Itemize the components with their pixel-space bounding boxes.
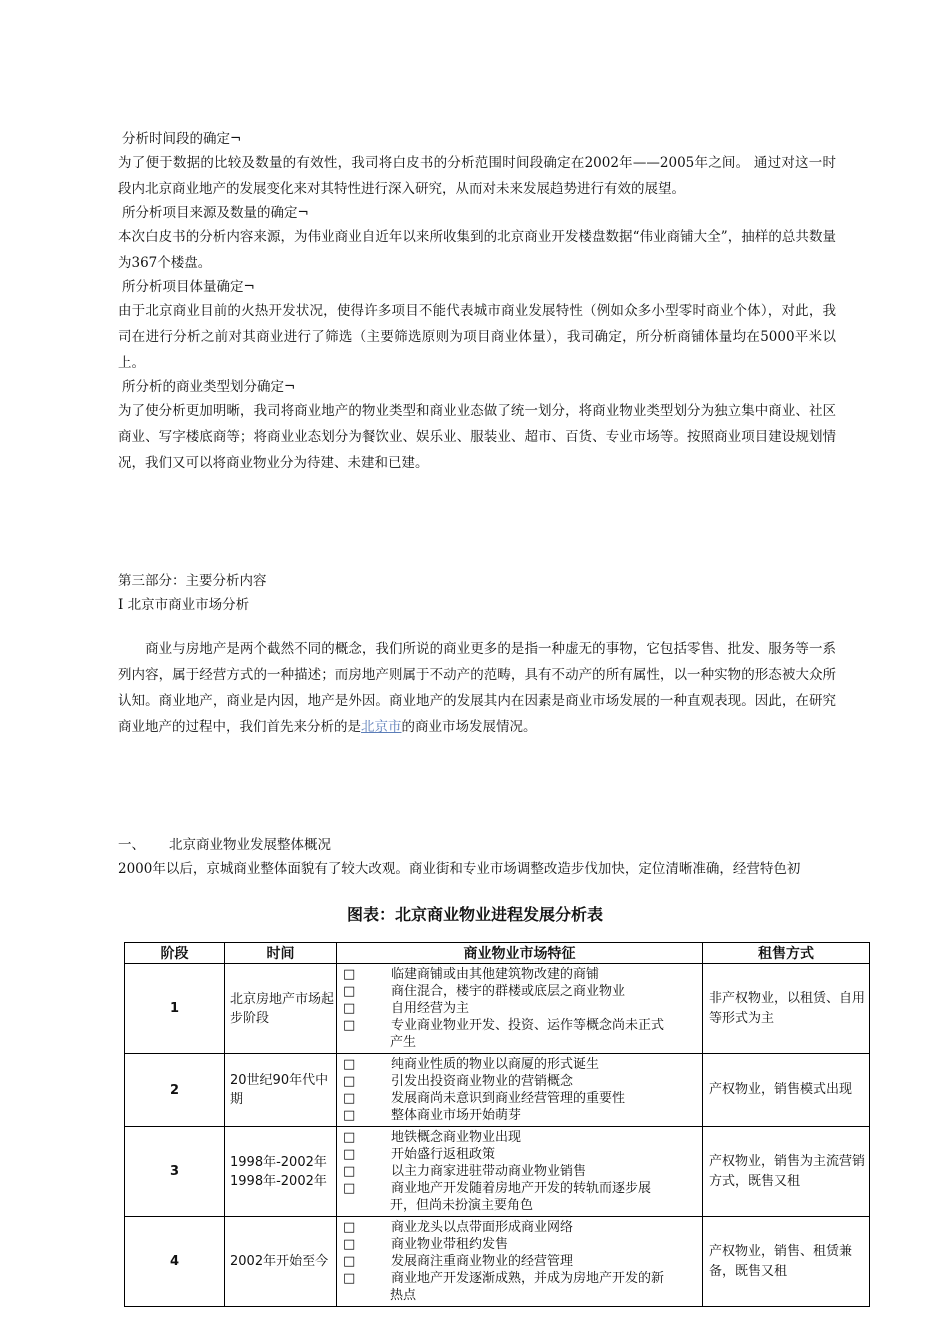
checkbox-icon: □ xyxy=(343,1147,356,1162)
checkbox-icon: □ xyxy=(343,1254,356,1269)
checkbox-icon: □ xyxy=(343,967,356,982)
feature-item: □ 纯商业性质的物业以商厦的形式诞生 xyxy=(343,1057,600,1072)
paragraph-project-volume: 由于北京商业目前的火热开发状况，使得许多项目不能代表城市商业发展特性（例如众多小型零时商业个体），对此，我司在进行分析之前对其商业进行了筛选（主要筛选原则为项目商业体量），我司确定，所分析商铺体量均在5000平米以上。 xyxy=(118,303,836,371)
time-cell: 2002年开始至今 xyxy=(225,1217,337,1307)
features-cell xyxy=(337,1054,703,1127)
part-three-title: 第三部分：主要分析内容 xyxy=(118,573,267,589)
mode-cell: 产权物业，销售、租赁兼备，既售又租 xyxy=(703,1217,870,1307)
stage-cell: 2 xyxy=(125,1054,225,1127)
heading-number: 一、 xyxy=(118,837,145,853)
stage-cell: 1 xyxy=(125,964,225,1054)
development-table xyxy=(124,942,870,1307)
table-title: 图表：北京商业物业进程发展分析表 xyxy=(346,905,603,924)
header-time: 时间 xyxy=(225,943,337,964)
intro-text: 商业与房地产是两个截然不同的概念，我们所说的商业更多的是指一种虚无的事物，它包括零售、批发、服务等一系列内容，属于经营方式的一种描述；而房地产则属于不动产的范畴，具有不动产的所有属性，以一种实物的形态被大众所认知。商业地产，商业是内因，地产是外因。商业地产的发展其内在因素是商业市场发展的一种直观表现。因此，在研究商业地产的过程中，我们首先来分析的是 xyxy=(118,641,836,735)
table-row xyxy=(125,1127,870,1217)
header-stage: 阶段 xyxy=(125,943,225,964)
overview-heading xyxy=(118,836,331,854)
paragraph-time-period: 为了便于数据的比较及数量的有效性，我司将白皮书的分析范围时间段确定在2002年——2005年之间。 通过对这一时段内北京商业地产的发展变化来对其特性进行深入研究，从而对未来发展趋势进行有效的展望。 xyxy=(118,155,836,197)
checkbox-icon: □ xyxy=(343,1108,356,1123)
checkbox-icon: □ xyxy=(343,1018,356,1033)
feature-continuation: 开，但尚未扮演主要角色 xyxy=(390,1198,534,1213)
mode-cell: 产权物业，销售模式出现 xyxy=(703,1054,870,1127)
feature-item: □ 临建商铺或由其他建筑物改建的商铺 xyxy=(343,967,600,982)
feature-continuation: 热点 xyxy=(390,1288,417,1303)
paragraph-commercial-type: 为了使分析更加明晰，我司将商业地产的物业类型和商业业态做了统一划分，将商业物业类型划分为独立集中商业、社区商业、写字楼底商等；将商业业态划分为餐饮业、娱乐业、服装业、超市、百货、专业市场等。按照商业项目建设规划情况，我们又可以将商业物业分为待建、未建和已建。 xyxy=(118,403,836,471)
table-row xyxy=(125,1054,870,1127)
feature-item: □ 开始盛行返租政策 xyxy=(343,1147,496,1162)
feature-item: □ 发展商注重商业物业的经营管理 xyxy=(343,1254,574,1269)
heading-project-volume: 所分析项目体量确定¬ xyxy=(122,279,255,295)
market-intro-paragraph xyxy=(118,636,836,740)
checkbox-icon: □ xyxy=(343,1220,356,1235)
feature-item: □ 商业物业带租约发售 xyxy=(343,1237,509,1252)
table-header-row xyxy=(125,943,870,964)
time-cell: 北京房地产市场起步阶段 xyxy=(225,964,337,1054)
intro-text-end: 的商业市场发展情况。 xyxy=(401,719,537,735)
mode-cell: 非产权物业，以租赁、自用等形式为主 xyxy=(703,964,870,1054)
stage-cell: 3 xyxy=(125,1127,225,1217)
feature-item: □ 商业龙头以点带面形成商业网络 xyxy=(343,1220,574,1235)
features-cell xyxy=(337,964,703,1054)
header-mode: 租售方式 xyxy=(703,943,870,964)
header-features: 商业物业市场特征 xyxy=(337,943,703,964)
heading-text: 北京商业物业发展整体概况 xyxy=(169,837,331,853)
time-cell: 1998年-2002年 1998年-2002年 xyxy=(225,1127,337,1217)
beijing-link[interactable]: 北京市 xyxy=(361,719,402,735)
checkbox-icon: □ xyxy=(343,1271,356,1286)
features-cell xyxy=(337,1217,703,1307)
feature-item: □ 商业地产开发逐渐成熟，并成为房地产开发的新 xyxy=(343,1271,665,1286)
checkbox-icon: □ xyxy=(343,1130,356,1145)
feature-item: □ 发展商尚未意识到商业经营管理的重要性 xyxy=(343,1091,626,1106)
paragraph-project-source: 本次白皮书的分析内容来源，为伟业商业自近年以来所收集到的北京商业开发楼盘数据“伟业商铺大全”，抽样的总共数量为367个楼盘。 xyxy=(118,229,836,271)
checkbox-icon: □ xyxy=(343,1181,356,1196)
heading-time-period: 分析时间段的确定¬ xyxy=(122,131,242,147)
feature-item: □ 商住混合，楼宇的群楼或底层之商业物业 xyxy=(343,984,626,999)
stage-cell: 4 xyxy=(125,1217,225,1307)
heading-commercial-type: 所分析的商业类型划分确定¬ xyxy=(122,379,296,395)
feature-continuation: 产生 xyxy=(390,1035,417,1050)
feature-item: □ 地铁概念商业物业出现 xyxy=(343,1130,522,1145)
market-analysis-subtitle: Ⅰ 北京市商业市场分析 xyxy=(118,597,250,613)
features-cell xyxy=(337,1127,703,1217)
time-cell: 20世纪90年代中期 xyxy=(225,1054,337,1127)
checkbox-icon: □ xyxy=(343,1164,356,1179)
table-row xyxy=(125,1217,870,1307)
feature-item: □ 以主力商家进驻带动商业物业销售 xyxy=(343,1164,587,1179)
heading-project-source: 所分析项目来源及数量的确定¬ xyxy=(122,205,309,221)
checkbox-icon: □ xyxy=(343,984,356,999)
feature-item: □ 专业商业物业开发、投资、运作等概念尚未正式 xyxy=(343,1018,665,1033)
overview-line: 2000年以后，京城商业整体面貌有了较大改观。商业街和专业市场调整改造步伐加快，定位清晰准确，经营特色初 xyxy=(118,861,801,877)
checkbox-icon: □ xyxy=(343,1237,356,1252)
feature-item: □ 商业地产开发随着房地产开发的转轨而逐步展 xyxy=(343,1181,652,1196)
checkbox-icon: □ xyxy=(343,1057,356,1072)
feature-item: □ 自用经营为主 xyxy=(343,1001,470,1016)
checkbox-icon: □ xyxy=(343,1091,356,1106)
checkbox-icon: □ xyxy=(343,1074,356,1089)
mode-cell: 产权物业，销售为主流营销方式，既售又租 xyxy=(703,1127,870,1217)
feature-item: □ 整体商业市场开始萌芽 xyxy=(343,1108,522,1123)
feature-item: □ 引发出投资商业物业的营销概念 xyxy=(343,1074,574,1089)
table-row xyxy=(125,964,870,1054)
checkbox-icon: □ xyxy=(343,1001,356,1016)
